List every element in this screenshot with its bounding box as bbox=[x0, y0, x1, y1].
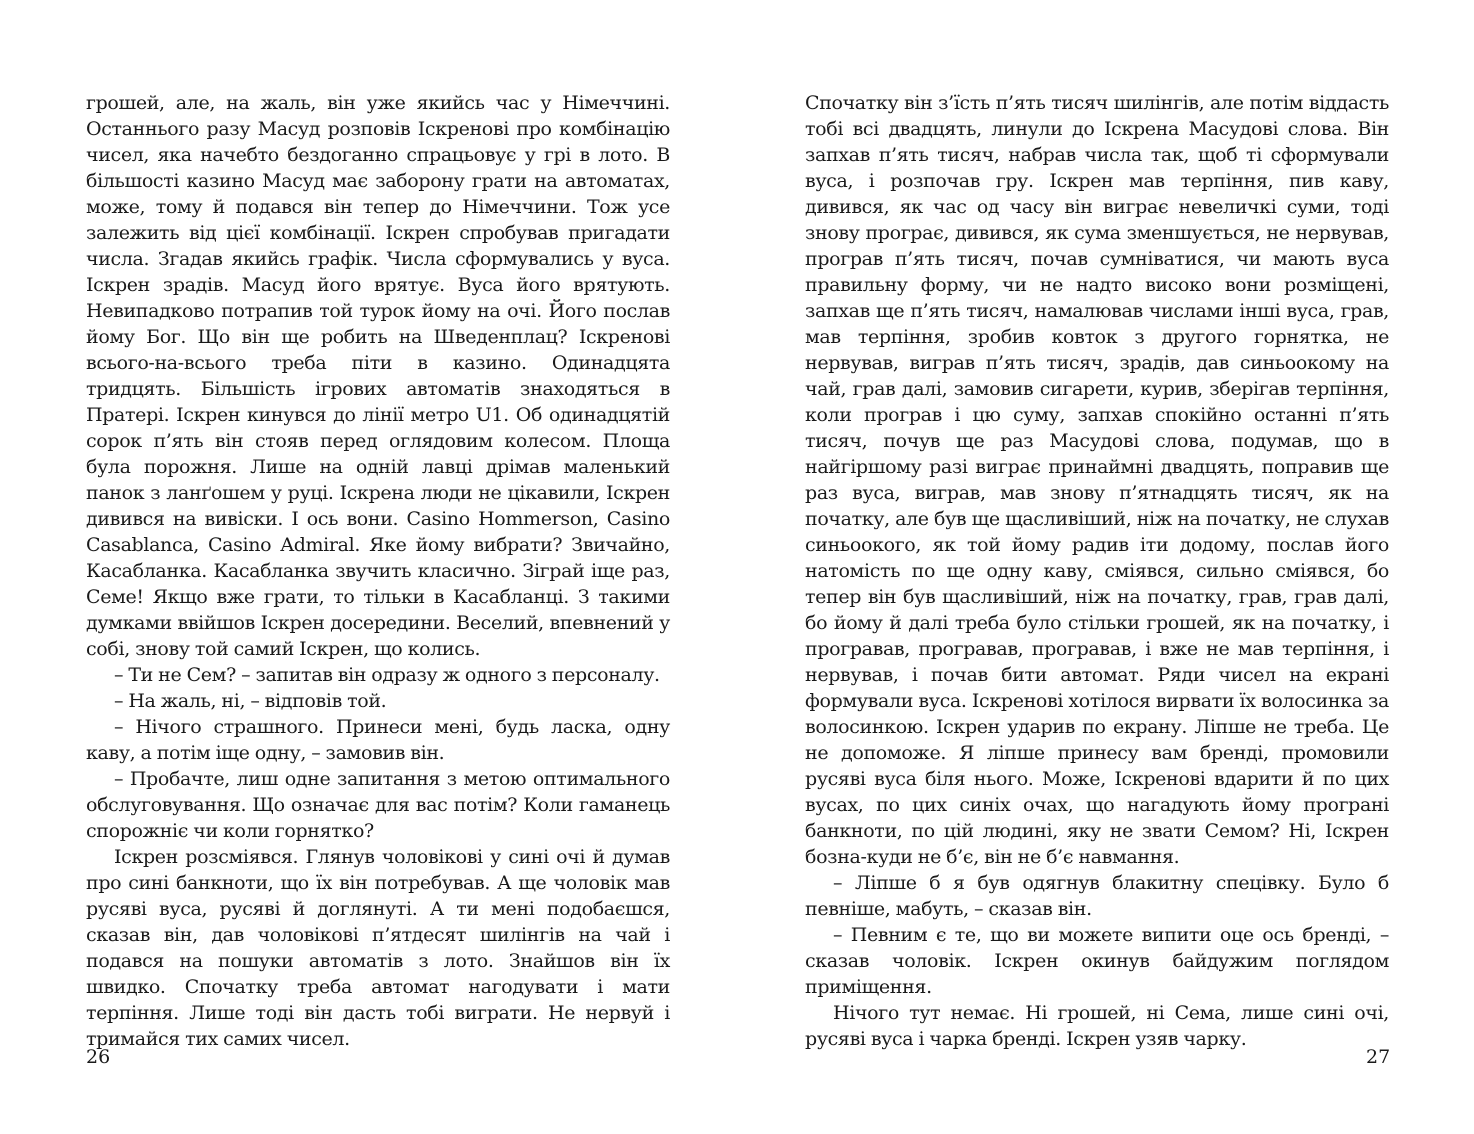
paragraph: Спочатку він з’їсть п’ять тисяч шилінгів, але потім віддасть тобі всі двадцять, линули до Іскрена Масудові слова. Він запхав п’ять тисяч, набрав числа так, щоб ті сформували вуса, і розпочав гру. Іскрен мав терпіння, пив каву, дивився, як час од часу він виграє невеличкі суми, тоді знову програє, дивився, як сума зменшується, не нервував, програв п’ять тисяч, почав сумніватися, чи мають вуса правильну форму, чи не надто високо вони розміщені, запхав ще п’ять тисяч, намалював числами інші вуса, грав, мав терпіння, зробив ковток з другого горнятка, не нервував, виграв п’ять тисяч, зрадів, дав синьоокому на чай, грав далі, замовив сигарети, курив, зберігав терпіння, коли програв і цю суму, запхав спокійно останні п’ять тисяч, почув ще раз Масудові слова, подумав, що в найгіршому разі виграє принаймні двадцять, поправив ще раз вуса, виграв, мав знову п’ятнадцять тисяч, як на початку, але був ще щасливіший, ніж на початку, не слухав синьоокого, як той йому радив іти додому, послав його натомість по ще одну каву, сміявся, сильно сміявся, бо тепер він був щасливіший, ніж на початку, грав, грав далі, бо йому й далі треба було стільки грошей, як на початку, і програвав, програвав, програвав, і вже не мав терпіння, і нервував, і почав бити автомат. Ряди чисел на екрані формували вуса. Іскренові хотілося вирвати їх волосинка за волосинкою. Іскрен ударив по екрану. Ліпше не треба. Це не допоможе. Я ліпше принесу вам бренді, промовили русяві вуса біля нього. Може, Іскренові вдарити й по цих вусах, по цих синіх очах, що нагадують йому програні банкноти, по цій людині, яку не звати Семом? Ні, Іскрен бозна-куди не б’є, він не б’є навмання. bbox=[805, 92, 1389, 868]
paragraph: – Ти не Сем? – запитав він одразу ж одного з персоналу. bbox=[114, 664, 660, 686]
page-number: 27 bbox=[1366, 1046, 1391, 1068]
left-page-text bbox=[86, 90, 670, 1052]
right-page bbox=[737, 0, 1474, 1134]
right-page-text bbox=[805, 90, 1389, 1052]
paragraph: – Ліпше б я був одягнув блакитну спецівку. Було б певніше, мабуть, – сказав він. bbox=[805, 872, 1389, 920]
paragraph: – Певним є те, що ви можете випити оце ось бренді, – сказав чоловік. Іскрен окинув байдужим поглядом приміщення. bbox=[805, 924, 1389, 998]
page-number: 26 bbox=[86, 1046, 111, 1068]
paragraph: грошей, але, на жаль, він уже якийсь час у Німеччині. Останнього разу Масуд розповів Іскренові про комбінацію чисел, яка начебто бездоганно спрацьовує у грі в лото. В більшості казино Масуд має заборону грати на автоматах, може, тому й подався він тепер до Німеччини. Тож усе залежить від цієї комбінації. Іскрен спробував пригадати числа. Згадав якийсь графік. Числа сформувались у вуса. Іскрен зрадів. Масуд його врятує. Вуса його врятують. Невипадково потрапив той турок йому на очі. Його послав йому Бог. Що він ще робить на Шведенплац? Іскренові всього-на-всього треба піти в казино. Одинадцята тридцять. Більшість ігрових автоматів знаходяться в Пратері. Іскрен кинувся до лінії метро U1. Об одинадцятій сорок п’ять він стояв перед оглядовим колесом. Площа була порожня. Лише на одній лавці дрімав маленький панок з ланґошем у руці. Іскрена люди не цікавили, Іскрен дивився на вивіски. І ось вони. Casino Hommerson, Casino Casablanca, Casino Admiral. Яке йому вибрати? Звичайно, Касабланка. Касабланка звучить класично. Зіграй іще раз, Семе! Якщо вже грати, то тільки в Касабланці. З такими думками ввійшов Іскрен досередини. Веселий, впевнений у собі, знову той самий Іскрен, що колись. bbox=[86, 92, 670, 660]
paragraph: – На жаль, ні, – відповів той. bbox=[114, 690, 387, 712]
paragraph: Нічого тут немає. Ні грошей, ні Сема, лише сині очі, русяві вуса і чарка бренді. Іскрен узяв чарку. bbox=[805, 1002, 1389, 1050]
paragraph: – Пробачте, лиш одне запитання з метою оптимального обслуговування. Що означає для вас потім? Коли гаманець спорожніє чи коли горнятко? bbox=[86, 768, 670, 842]
paragraph: Іскрен розсміявся. Глянув чоловікові у сині очі й думав про сині банкноти, що їх він потребував. А ще чоловік мав русяві вуса, русяві й доглянуті. А ти мені подобаєшся, сказав він, дав чоловікові п’ятдесят шилінгів на чай і подався на пошуки автоматів з лото. Знайшов він їх швидко. Спочатку треба автомат нагодувати і мати терпіння. Лише тоді він дасть тобі виграти. Не нервуй і тримайся тих самих чисел. bbox=[86, 846, 670, 1050]
paragraph: – Нічого страшного. Принеси мені, будь ласка, одну каву, а потім іще одну, – замовив він. bbox=[86, 716, 670, 764]
